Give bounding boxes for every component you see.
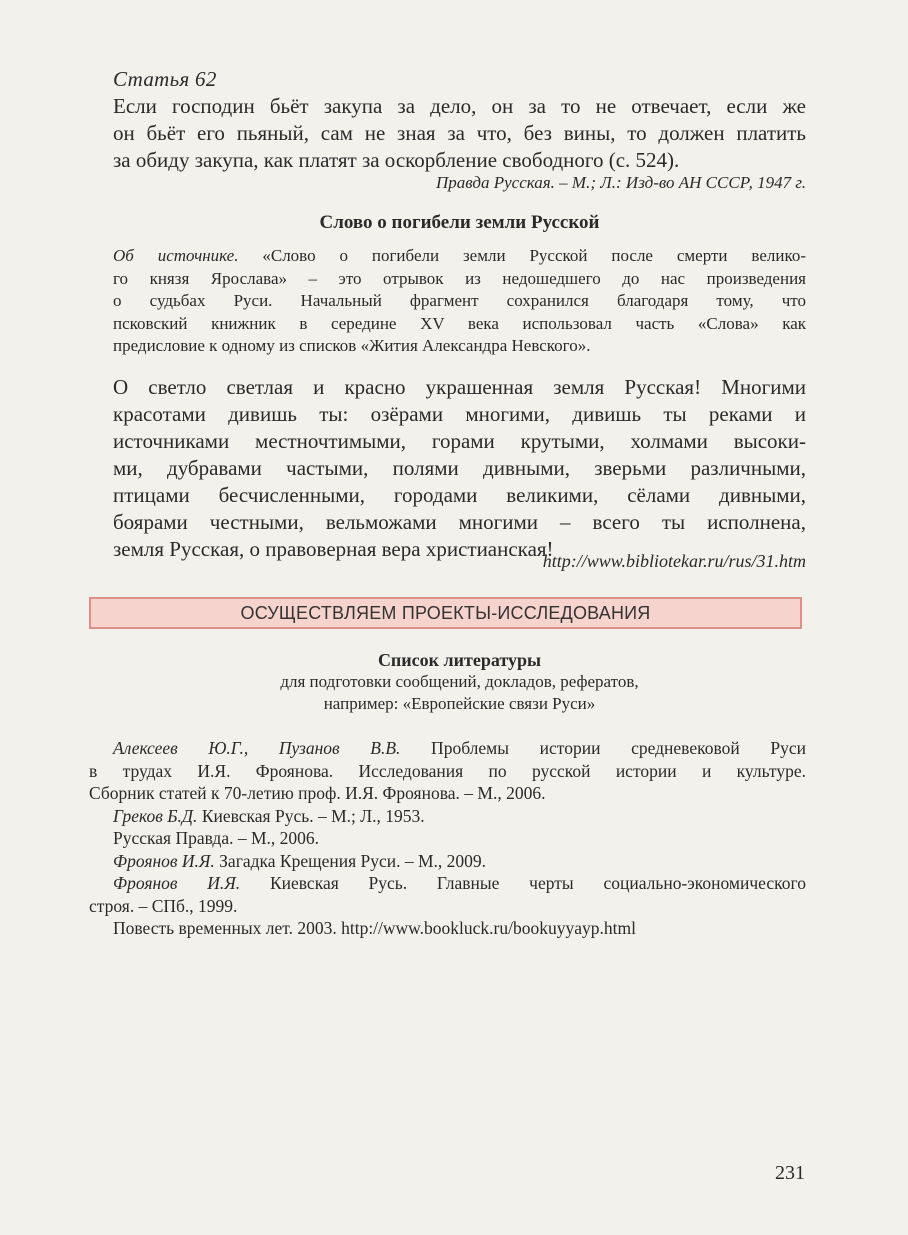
bib-author: Фроянов И.Я. (113, 850, 215, 871)
text-line: О светло светлая и красно украшенная земля Русская! Многими (113, 375, 806, 399)
about-line: предисловие к одному из списков «Жития Александра Невского». (113, 336, 591, 355)
article-62 (113, 66, 806, 174)
slovo-source: http://www.bibliotekar.ru/rus/31.htm (542, 551, 806, 571)
page-number: 231 (775, 1162, 805, 1184)
section-banner: ОСУЩЕСТВЛЯЕМ ПРОЕКТЫ-ИССЛЕДОВАНИЯ (89, 597, 802, 629)
bib-entry: Фроянов И.Я. Загадка Крещения Руси. – М., 2009. (113, 850, 487, 871)
source-description (113, 245, 806, 358)
text-line: красотами дивишь ты: озёрами многими, дивишь ты реками и (113, 402, 806, 426)
text-line: источниками местночтимыми, горами крутыми, холмами высоки- (113, 429, 806, 453)
article-line: Если господин бьёт закупа за дело, он за то не отвечает, если же (113, 94, 806, 118)
bib-entry: Русская Правда. – М., 2006. (113, 828, 320, 848)
text-line: земля Русская, о правоверная вера христианская! (113, 537, 554, 561)
about-line: о судьбах Руси. Начальный фрагмент сохранился благодаря тому, что (113, 291, 806, 310)
bib-entry: Фроянов И.Я. Киевская Русь. Главные черты социально-экономического строя. – СПб., 1999. (89, 873, 806, 916)
about-line: Об источнике. «Слово о погибели земли Русской после смерти велико- (113, 246, 807, 265)
section-heading: Слово о погибели земли Русской (319, 212, 600, 233)
bib-entry: Греков Б.Д. Киевская Русь. – М.; Л., 1953. (113, 805, 425, 826)
about-line: го князя Ярослава» – это отрывок из недошедшего до нас произведения (113, 268, 806, 288)
slovo-text (113, 374, 806, 563)
article-line: он бьёт его пьяный, сам не зная за что, без вины, то должен платить (113, 121, 806, 145)
bibliography-list (89, 737, 806, 940)
bib-author: Фроянов И.Я. (113, 873, 241, 893)
about-line: псковский книжник в середине XV века использовал часть «Слова» как (113, 313, 806, 333)
bib-author: Алексеев Ю.Г., Пузанов В.В. (113, 738, 401, 758)
article-line: за обиду закупа, как платят за оскорбление свободного (с. 524). (113, 148, 680, 172)
article-source: Правда Русская. – М.; Л.: Изд-во АН СССР, 1947 г. (436, 173, 806, 192)
subtitle-line: например: «Европейские связи Руси» (323, 694, 596, 713)
article-title: Статья 62 (113, 67, 217, 91)
bibliography-subtitle (113, 671, 806, 715)
text-line: птицами бесчисленными, городами великими, сёлами дивными, (113, 483, 806, 507)
bib-entry: Повесть временных лет. 2003. http://www.bookluck.ru/bookuyyayp.html (113, 918, 636, 938)
subtitle-line: для подготовки сообщений, докладов, рефератов, (280, 672, 639, 691)
about-label: Об источнике. (113, 246, 239, 265)
bib-author: Греков Б.Д. (113, 805, 198, 826)
text-line: боярами честными, вельможами многими – всего ты исполнена, (113, 510, 806, 534)
text-line: ми, дубравами частыми, полями дивными, зверьми различными, (113, 456, 806, 480)
bib-entry: Алексеев Ю.Г., Пузанов В.В. Проблемы истории средневековой Руси в трудах И.Я. Фроянова. Исследования по русской истории и культуре. Сборник статей к 70-летию проф. И.Я. Фроянова. – М., 2006. (89, 738, 806, 803)
bibliography-heading: Список литературы (377, 650, 542, 670)
